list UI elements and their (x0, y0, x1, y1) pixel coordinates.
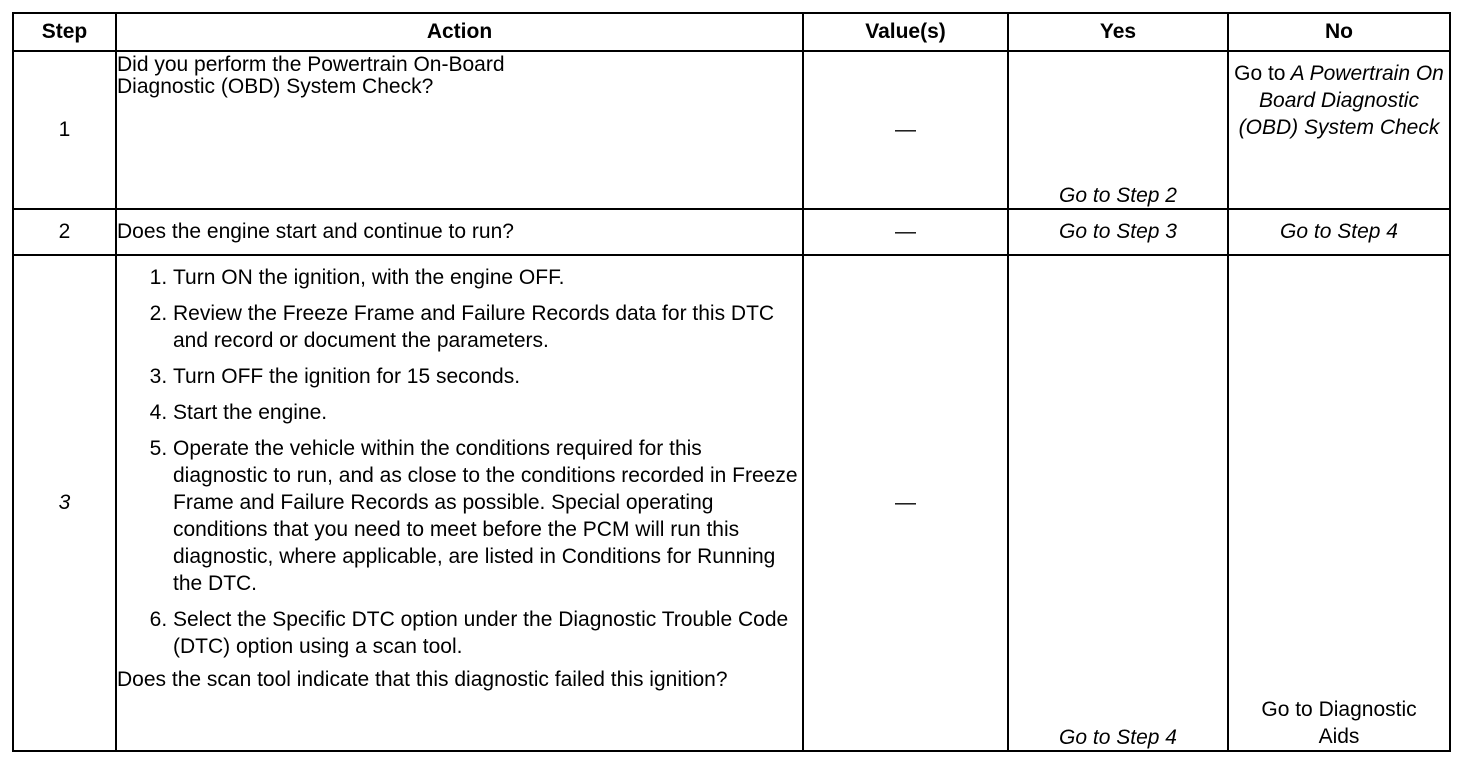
header-step: Step (13, 13, 116, 51)
no-cell (1228, 255, 1450, 751)
value-dash: — (895, 491, 916, 515)
header-row (13, 13, 1450, 51)
no-link[interactable]: Go to Step 4 (1280, 220, 1398, 244)
yes-link[interactable]: Go to Step 2 (1059, 183, 1177, 207)
procedure-step: 5. Operate the vehicle within the conditions required for this diagnostic to run, and as close to the conditions recorded in Freeze Frame and Failure Records as possible. Special operating conditions that you need to meet before the PCM will run this diagnostic, where applicable, are listed in Conditions for Running the DTC. (173, 435, 802, 597)
no-link[interactable]: Go to Diagnostic Aids (1261, 698, 1417, 748)
yes-cell (1008, 255, 1228, 751)
procedure-list (117, 264, 802, 660)
value-cell (803, 209, 1008, 255)
table-row (13, 209, 1450, 255)
value-dash: — (895, 220, 916, 244)
step-number: 2 (13, 209, 116, 255)
table-row (13, 51, 1450, 209)
no-prefix: Go to (1234, 62, 1286, 85)
procedure-step: 3. Turn OFF the ignition for 15 seconds. (173, 363, 802, 390)
value-cell (803, 255, 1008, 751)
yes-link[interactable]: Go to Step 3 (1059, 220, 1177, 244)
no-link[interactable]: A Powertrain On Board Diagnostic (OBD) System Check (1238, 62, 1444, 139)
procedure-step: 6. Select the Specific DTC option under the Diagnostic Trouble Code (DTC) option using a scan tool. (173, 606, 802, 660)
procedure-step: 4. Start the engine. (173, 399, 802, 426)
procedure-step: 1. Turn ON the ignition, with the engine OFF. (173, 264, 802, 291)
value-cell (803, 51, 1008, 209)
yes-cell (1008, 51, 1228, 209)
no-link-wrap (1229, 60, 1449, 141)
no-cell (1228, 51, 1450, 209)
table-row (13, 255, 1450, 751)
step-number: 3 (13, 255, 116, 751)
header-no: No (1228, 13, 1450, 51)
action-text (116, 51, 803, 209)
header-yes: Yes (1008, 13, 1228, 51)
action-text: Does the engine start and continue to run? (116, 209, 803, 255)
action-question: Does the scan tool indicate that this diagnostic failed this ignition? (117, 668, 728, 691)
no-cell (1228, 209, 1450, 255)
action-text (116, 255, 803, 751)
header-action: Action (116, 13, 803, 51)
value-dash: — (895, 118, 916, 142)
yes-cell (1008, 209, 1228, 255)
yes-link[interactable]: Go to Step 4 (1059, 725, 1177, 749)
action-question: Did you perform the Powertrain On-Board Diagnostic (OBD) System Check? (117, 53, 505, 98)
procedure-step: 2. Review the Freeze Frame and Failure Records data for this DTC and record or document the parameters. (173, 300, 802, 354)
header-values: Value(s) (803, 13, 1008, 51)
step-number: 1 (13, 51, 116, 209)
diagnostic-table (12, 12, 1451, 752)
